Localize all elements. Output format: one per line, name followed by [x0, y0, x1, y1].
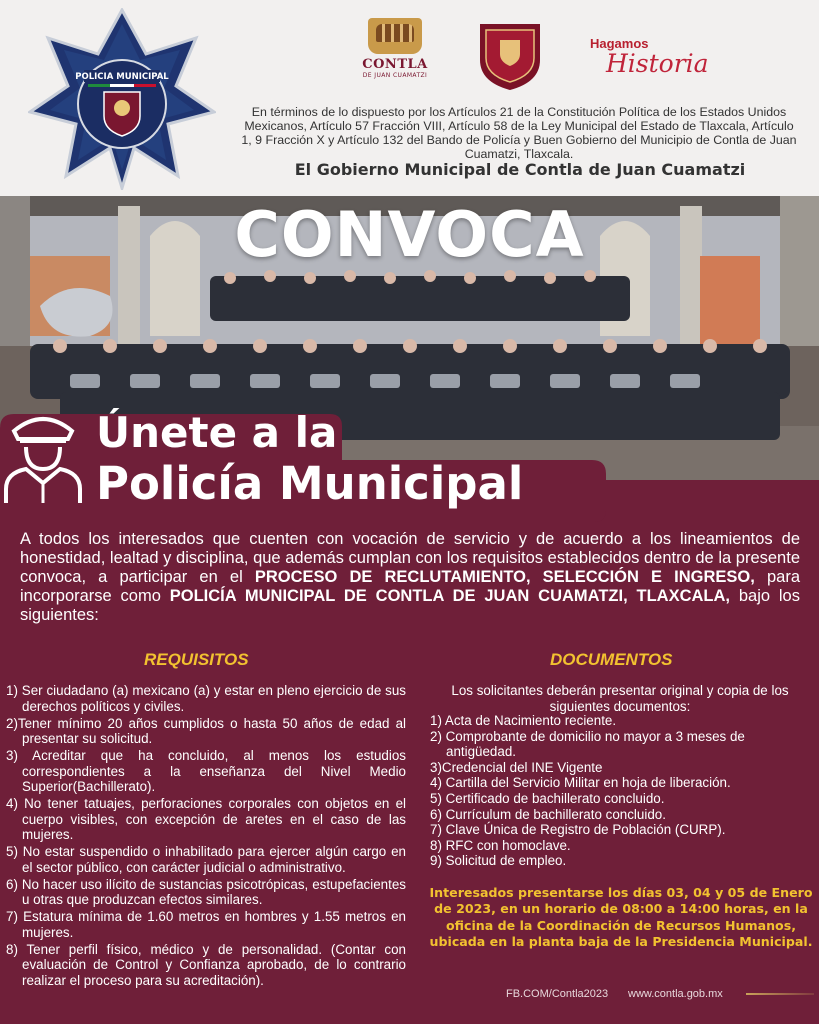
- police-officer-icon: [2, 405, 84, 505]
- intro-part-2: para incorporarse como: [20, 568, 800, 605]
- facebook-link[interactable]: FB.COM/Contla2023: [506, 988, 609, 1000]
- documento-item: 1) Acta de Nacimiento reciente.: [430, 713, 617, 728]
- documento-item: 6) Currículum de bachillerato concluido.: [430, 806, 666, 822]
- convoca-heading: CONVOCA: [234, 198, 585, 271]
- intro-paragraph: [20, 530, 800, 625]
- legal-basis-text: En términos de lo dispuesto por los Artículos 21 de la Constitución Política de los Estados Unidos Mexicanos, Artículo 57 Fracción VIII, Artículo 58 de la Ley Municipal del Estado de Tlaxcala, Artículo 1, 9 Fracción X y Artículo 132 del Bando de Policía y Buen Gobierno del Municipio de Contla de Juan Cuamatzi, Tlaxcala.: [241, 105, 797, 161]
- requisito-item: 3) Acreditar que ha concluido, al menos los estudios correspondientes a la enseñanza del Nivel Medio Superior(Bachillerato).: [6, 748, 406, 794]
- slogan-logo: [590, 36, 709, 78]
- requisito-item: 1) Ser ciudadano (a) mexicano (a) y estar en pleno ejercicio de sus derechos políticos y civiles.: [6, 683, 406, 714]
- badge-text: POLICIA MUNICIPAL: [75, 72, 169, 82]
- registration-notice: Interesados presentarse los días 03, 04 y 05 de Enero de 2023, en un horario de 08:00 a 14:00 horas, en la oficina de la Coordinación de Recursos Humanos, ubicada en la planta baja de la Presidencia Municipal.: [429, 885, 813, 950]
- documentos-intro: Los solicitantes deberán presentar original y copia de los siguientes documentos:: [451, 683, 789, 714]
- footer-divider: [746, 993, 814, 995]
- intro-part-1: A todos los interesados que cuenten con vocación de servicio y de acuerdo a los lineamientos de honestidad, lealtad y disciplina, que además cumplan con los requisitos establecidos dentro de la presente convoca, a participar en el: [20, 530, 800, 586]
- header: [0, 0, 819, 196]
- requisitos-title: REQUISITOS: [144, 650, 249, 669]
- slogan-line-1: Hagamos: [590, 36, 649, 51]
- government-title: El Gobierno Municipal de Contla de Juan Cuamatzi: [294, 160, 746, 179]
- documento-item: 8) RFC con homoclave.: [430, 837, 571, 853]
- intro-bold-police: POLICÍA MUNICIPAL DE CONTLA DE JUAN CUAMATZI, TLAXCALA,: [169, 587, 730, 605]
- police-badge-logo: [28, 8, 216, 190]
- headline-line-2: Policía Municipal: [96, 457, 524, 510]
- documento-item: 5) Certificado de bachillerato concluido.: [430, 790, 665, 806]
- documento-item: 2) Comprobante de domicilio no mayor a 3 meses de antigüedad.: [430, 728, 745, 760]
- requisito-item: 2)Tener mínimo 20 años cumplidos o hasta 50 años de edad al presentar su solicitud.: [6, 715, 406, 746]
- requisito-item: 8) Tener perfil físico, médico y de personalidad. (Contar con evaluación de Control y Confianza aprobado, de lo contrario realizar el proceso para su acreditación).: [6, 941, 406, 988]
- requisitos-list: [6, 683, 406, 990]
- requisito-item: 6) No hacer uso ilícito de sustancias psicotrópicas, estupefacientes u otras que produzcan efectos similares.: [6, 876, 406, 907]
- headline-line-1: Únete a la: [96, 408, 338, 457]
- website-link[interactable]: www.contla.gob.mx: [628, 988, 723, 1000]
- documento-item: 9) Solicitud de empleo.: [430, 853, 567, 869]
- intro-bold-process: PROCESO DE RECLUTAMIENTO, SELECCIÓN E INGRESO,: [254, 568, 755, 586]
- slogan-line-2: Historia: [606, 49, 709, 78]
- municipal-shield-logo: [478, 22, 542, 92]
- requisito-item: 5) No estar suspendido o inhabilitado para ejercer algún cargo en el sector público, con carácter judicial o administrativo.: [6, 844, 406, 875]
- documento-item: 3)Credencial del INE Vigente: [430, 759, 603, 775]
- requisito-item: 7) Estatura mínima de 1.60 metros en hombres y 1.55 metros en mujeres.: [6, 909, 406, 940]
- contla-logo: [360, 18, 430, 88]
- requisito-item: 4) No tener tatuajes, perforaciones corporales con objetos en el cuerpo visibles, con excepción de aretes en el caso de las mujeres.: [6, 796, 406, 842]
- intro-part-3: bajo los siguientes:: [20, 587, 800, 624]
- documentos-list: [430, 713, 814, 869]
- documento-item: 4) Cartilla del Servicio Militar en hoja de liberación.: [430, 775, 731, 791]
- documentos-title: DOCUMENTOS: [550, 650, 673, 669]
- contla-crest-icon: [368, 18, 422, 54]
- contla-logo-name: CONTLA: [362, 57, 428, 72]
- contla-logo-sub: DE JUAN CUAMATZI: [362, 72, 428, 79]
- documento-item: 7) Clave Única de Registro de Población (CURP).: [430, 822, 726, 838]
